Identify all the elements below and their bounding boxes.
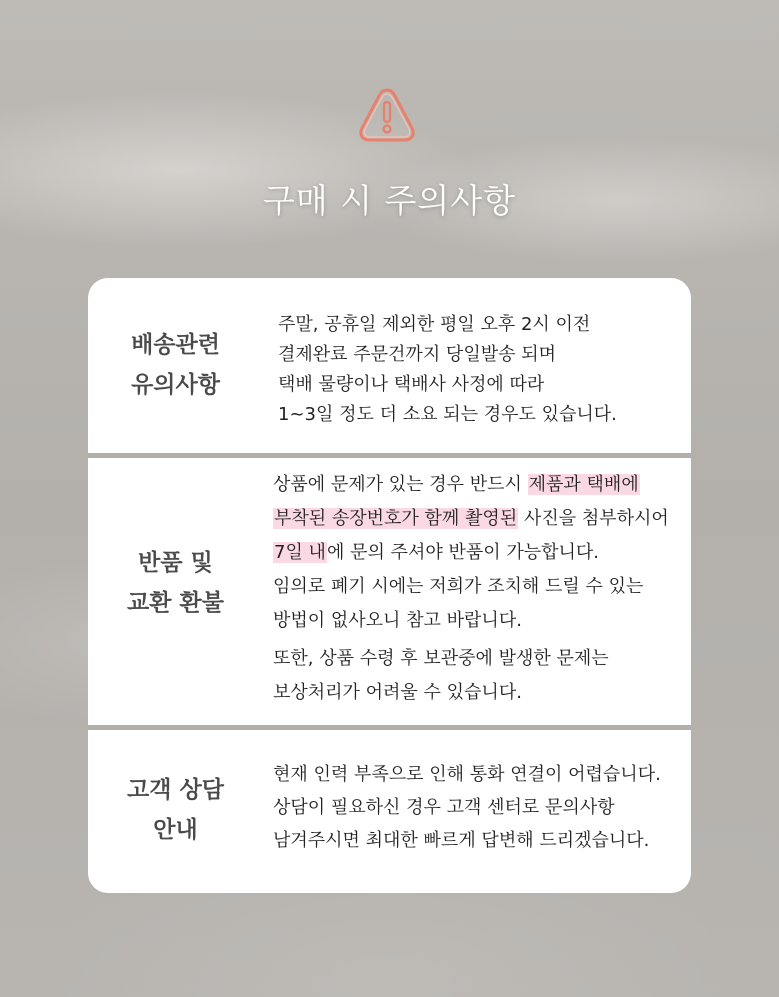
section-customer-service — [88, 730, 691, 893]
text-line: 7일 내에 문의 주셔야 반품이 가능합니다. — [274, 542, 599, 563]
section-body — [273, 468, 669, 710]
text-line: 상담이 필요하신 경우 고객 센터로 문의사항 — [273, 797, 615, 818]
text-line: 상품에 문제가 있는 경우 반드시 제품과 택배에 — [273, 474, 639, 495]
section-body — [273, 758, 661, 857]
text-line: 현재 인력 부족으로 인해 통화 연결이 어렵습니다. — [273, 764, 661, 785]
text-line: 또한, 상품 수령 후 보관중에 발생한 문제는 — [273, 648, 609, 669]
text-line: 주말, 공휴일 제외한 평일 오후 2시 이전 — [278, 314, 591, 335]
section-title: 반품 및 교환 환불 — [127, 550, 224, 616]
text-line: 1~3일 정도 더 소요 되는 경우도 있습니다. — [278, 404, 617, 425]
section-return-refund — [88, 458, 691, 725]
section-title: 고객 상담 안내 — [127, 777, 224, 843]
section-shipping — [88, 278, 691, 453]
text-line: 부착된 송장번호가 함께 촬영된 사진을 첨부하시어 — [274, 508, 669, 529]
text-line: 임의로 폐기 시에는 저희가 조치해 드릴 수 있는 — [273, 576, 644, 597]
warning-triangle-icon — [356, 84, 418, 146]
notice-card — [88, 278, 691, 893]
section-body — [278, 310, 617, 430]
page-title: 구매 시 주의사항 — [262, 181, 517, 220]
highlight: 제품과 택배에 — [528, 474, 639, 495]
text-line: 보상처리가 어려울 수 있습니다. — [273, 682, 522, 703]
section-title: 배송관련 유의사항 — [131, 332, 220, 398]
highlight: 7일 내 — [274, 542, 326, 563]
highlight: 부착된 송장번호가 함께 촬영된 — [274, 508, 518, 529]
text-line: 남겨주시면 최대한 빠르게 답변해 드리겠습니다. — [273, 830, 650, 851]
text-line: 택배 물량이나 택배사 사정에 따라 — [278, 374, 545, 395]
text-line: 방법이 없사오니 참고 바랍니다. — [273, 610, 522, 631]
text-line: 결제완료 주문건까지 당일발송 되며 — [278, 344, 556, 365]
